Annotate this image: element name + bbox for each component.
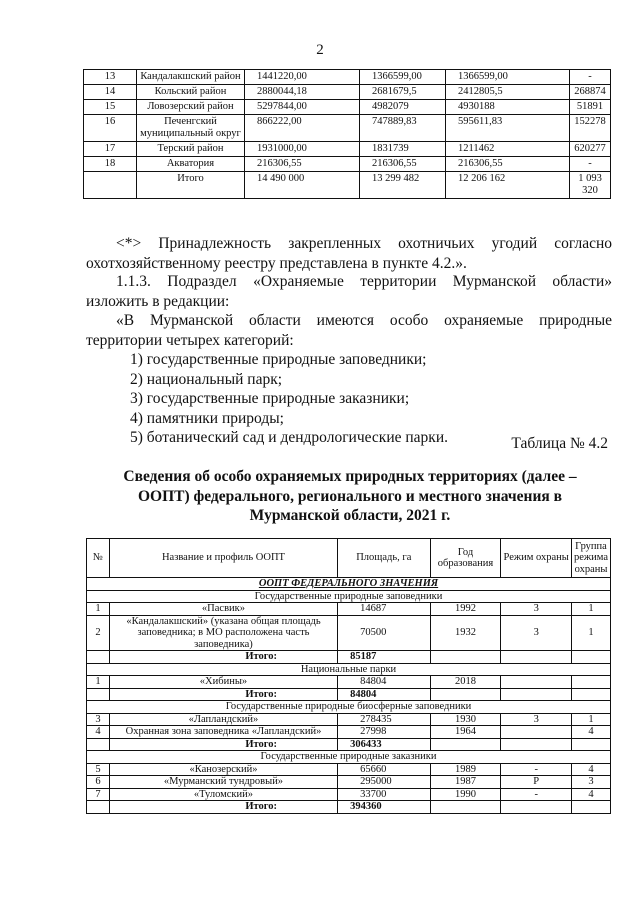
group-title-row (87, 663, 611, 676)
page-number: 2 (316, 42, 324, 58)
table-cell (501, 651, 572, 664)
table-row (84, 100, 611, 115)
section-heading: Сведения об особо охраняемых природных территориях (далее – ООПТ) федерального, регионального и местного значения в Мурманской области, 2021 г. (123, 468, 577, 524)
table-total-row (87, 651, 611, 664)
table-cell: 3 (501, 713, 572, 726)
category-list (130, 350, 448, 448)
table-cell: «Канозерский» (109, 763, 337, 776)
table-cell: 4 (571, 726, 610, 739)
table-cell: 33700 (338, 788, 431, 801)
table-row (87, 776, 611, 789)
header-cell: Площадь, га (338, 539, 431, 578)
header-cell: Название и профиль ООПТ (109, 539, 337, 578)
table-cell: Р (501, 776, 572, 789)
table-cell (430, 688, 501, 701)
total-label: Итого: (109, 651, 337, 664)
table-cell: «Туломский» (109, 788, 337, 801)
list-item: 5) ботанический сад и дендрологические парки. (130, 429, 448, 447)
table-row (84, 142, 611, 157)
table-total-row (87, 738, 611, 751)
total-label: Итого: (109, 738, 337, 751)
table-cell (87, 801, 110, 814)
table-cell (430, 651, 501, 664)
header-cell: Год образования (430, 539, 501, 578)
table-cell: 1987 (430, 776, 501, 789)
table-cell: 17 (84, 142, 137, 157)
table-cell: 2681679,5 (360, 85, 446, 100)
list-item: 2) национальный парк; (130, 370, 283, 388)
table-cell: 1366599,00 (360, 70, 446, 85)
table-cell: 1930 (430, 713, 501, 726)
footnote-paragraph: <*> Принадлежность закрепленных охотничьих угодий согласно охотхозяйственному реестру представлена в пункте 4.2.». (86, 235, 612, 272)
table-cell: 14 (84, 85, 137, 100)
table-cell: 14687 (338, 603, 431, 616)
table-cell: 70500 (338, 615, 431, 651)
table-cell: 1211462 (446, 142, 570, 157)
table-cell (84, 172, 137, 199)
table-cell: Терский район (137, 142, 245, 157)
table-row (84, 115, 611, 142)
table-cell: 2880044,18 (245, 85, 360, 100)
table-row (87, 763, 611, 776)
table-cell: 12 206 162 (446, 172, 570, 199)
table-cell: 216306,55 (446, 157, 570, 172)
table-row (87, 713, 611, 726)
group-title: Государственные природные заповедники (87, 590, 611, 603)
table-cell: 27998 (338, 726, 431, 739)
quote-paragraph: «В Мурманской области имеются особо охраняемые природные территории четырех категорий: (86, 312, 612, 349)
table-cell: 1 (87, 676, 110, 689)
table-cell: 1964 (430, 726, 501, 739)
table-cell: 4 (571, 788, 610, 801)
protected-areas-table (86, 538, 611, 814)
table-cell: 4982079 (360, 100, 446, 115)
table-cell: 5297844,00 (245, 100, 360, 115)
table-cell: 84804 (338, 676, 431, 689)
table-cell: 16 (84, 115, 137, 142)
table-cell: 1831739 (360, 142, 446, 157)
table-cell: 6 (87, 776, 110, 789)
table-cell: 866222,00 (245, 115, 360, 142)
table-cell: 1990 (430, 788, 501, 801)
table-cell: - (570, 70, 611, 85)
header-cell: Режим охраны (501, 539, 572, 578)
table-cell: «Пасвик» (109, 603, 337, 616)
table-cell (87, 738, 110, 751)
table-cell: 1989 (430, 763, 501, 776)
table-cell: - (570, 157, 611, 172)
table-cell: 1 (87, 603, 110, 616)
table-cell: 5 (87, 763, 110, 776)
table-cell (87, 688, 110, 701)
table-cell: 4930188 (446, 100, 570, 115)
table-cell: 1932 (430, 615, 501, 651)
table-cell: 2018 (430, 676, 501, 689)
table-cell: 3 (501, 615, 572, 651)
table-row (87, 726, 611, 739)
table-row (84, 85, 611, 100)
table-row (87, 603, 611, 616)
table-cell: 1 093 320 (570, 172, 611, 199)
table-cell: 216306,55 (360, 157, 446, 172)
table-cell: 278435 (338, 713, 431, 726)
table-cell (430, 801, 501, 814)
table-cell: 2 (87, 615, 110, 651)
table-total-row (87, 801, 611, 814)
table-cell: - (501, 763, 572, 776)
table-total-row (87, 688, 611, 701)
table-label: Таблица № 4.2 (511, 435, 608, 452)
hunting-grounds-table (83, 69, 611, 199)
group-title: Государственные природные биосферные заповедники (87, 701, 611, 714)
table-cell: Акватория (137, 157, 245, 172)
table-cell: 1366599,00 (446, 70, 570, 85)
table-cell: «Лапландский» (109, 713, 337, 726)
table-row (87, 615, 611, 651)
table-cell: Кандалакшский район (137, 70, 245, 85)
table-cell: Печенгский муниципальный округ (137, 115, 245, 142)
table-cell: 1931000,00 (245, 142, 360, 157)
table-cell (571, 676, 610, 689)
group-title-row (87, 751, 611, 764)
table-cell: Охранная зона заповедника «Лапландский» (109, 726, 337, 739)
table-cell: «Мурманский тундровый» (109, 776, 337, 789)
table-cell: 13 299 482 (360, 172, 446, 199)
table-cell: 51891 (570, 100, 611, 115)
group-title-row (87, 590, 611, 603)
table-cell: 1441220,00 (245, 70, 360, 85)
total-label: Итого (137, 172, 245, 199)
total-value: 84804 (338, 688, 431, 701)
table-cell (501, 726, 572, 739)
table-cell (571, 651, 610, 664)
total-label: Итого: (109, 688, 337, 701)
table-cell (430, 738, 501, 751)
table-cell: 1992 (430, 603, 501, 616)
table-cell (571, 688, 610, 701)
table-cell: 7 (87, 788, 110, 801)
table-row (84, 157, 611, 172)
table-cell: 14 490 000 (245, 172, 360, 199)
table-cell (87, 651, 110, 664)
group-title: Национальные парки (87, 663, 611, 676)
table-cell: 268874 (570, 85, 611, 100)
table-cell: 18 (84, 157, 137, 172)
table-cell: 3 (571, 776, 610, 789)
table-cell (501, 676, 572, 689)
table-cell: 620277 (570, 142, 611, 157)
table-cell: 1 (571, 603, 610, 616)
table-cell: «Кандалакшский» (указана общая площадь заповедника; в МО расположена часть заповедника) (109, 615, 337, 651)
table-cell: 747889,83 (360, 115, 446, 142)
table-cell: 3 (87, 713, 110, 726)
list-item: 4) памятники природы; (130, 409, 284, 427)
list-item: 1) государственные природные заповедники; (130, 351, 427, 368)
table-cell: 65660 (338, 763, 431, 776)
table-cell: 295000 (338, 776, 431, 789)
table-cell: 1 (571, 615, 610, 651)
total-value: 394360 (338, 801, 431, 814)
table-cell (501, 688, 572, 701)
section-title: ООПТ ФЕДЕРАЛЬНОГО ЗНАЧЕНИЯ (87, 578, 611, 591)
table-cell: 152278 (570, 115, 611, 142)
table-cell: 3 (501, 603, 572, 616)
table-header-row (87, 539, 611, 578)
table-cell: 4 (87, 726, 110, 739)
table-cell: «Хибины» (109, 676, 337, 689)
table-cell: Кольский район (137, 85, 245, 100)
table-cell: 15 (84, 100, 137, 115)
table-total-row (84, 172, 611, 199)
table-cell (501, 801, 572, 814)
header-cell: Группа режима охраны (571, 539, 610, 578)
table-cell: 2412805,5 (446, 85, 570, 100)
table-cell: 4 (571, 763, 610, 776)
group-title-row (87, 701, 611, 714)
table-cell (571, 738, 610, 751)
total-label: Итого: (109, 801, 337, 814)
list-item: 3) государственные природные заказники; (130, 390, 410, 408)
table-row (87, 676, 611, 689)
table-row (84, 70, 611, 85)
table-cell (571, 801, 610, 814)
section-row (87, 578, 611, 591)
header-cell: № (87, 539, 110, 578)
subsection-paragraph: 1.1.3. Подраздел «Охраняемые территории Мурманской области» изложить в редакции: (86, 273, 612, 310)
table-cell: 595611,83 (446, 115, 570, 142)
table-cell: 13 (84, 70, 137, 85)
table-cell: Ловозерский район (137, 100, 245, 115)
table-cell: 1 (571, 713, 610, 726)
total-value: 85187 (338, 651, 431, 664)
table-cell (501, 738, 572, 751)
group-title: Государственные природные заказники (87, 751, 611, 764)
table-row (87, 788, 611, 801)
table-cell: - (501, 788, 572, 801)
table-cell: 216306,55 (245, 157, 360, 172)
total-value: 306433 (338, 738, 431, 751)
